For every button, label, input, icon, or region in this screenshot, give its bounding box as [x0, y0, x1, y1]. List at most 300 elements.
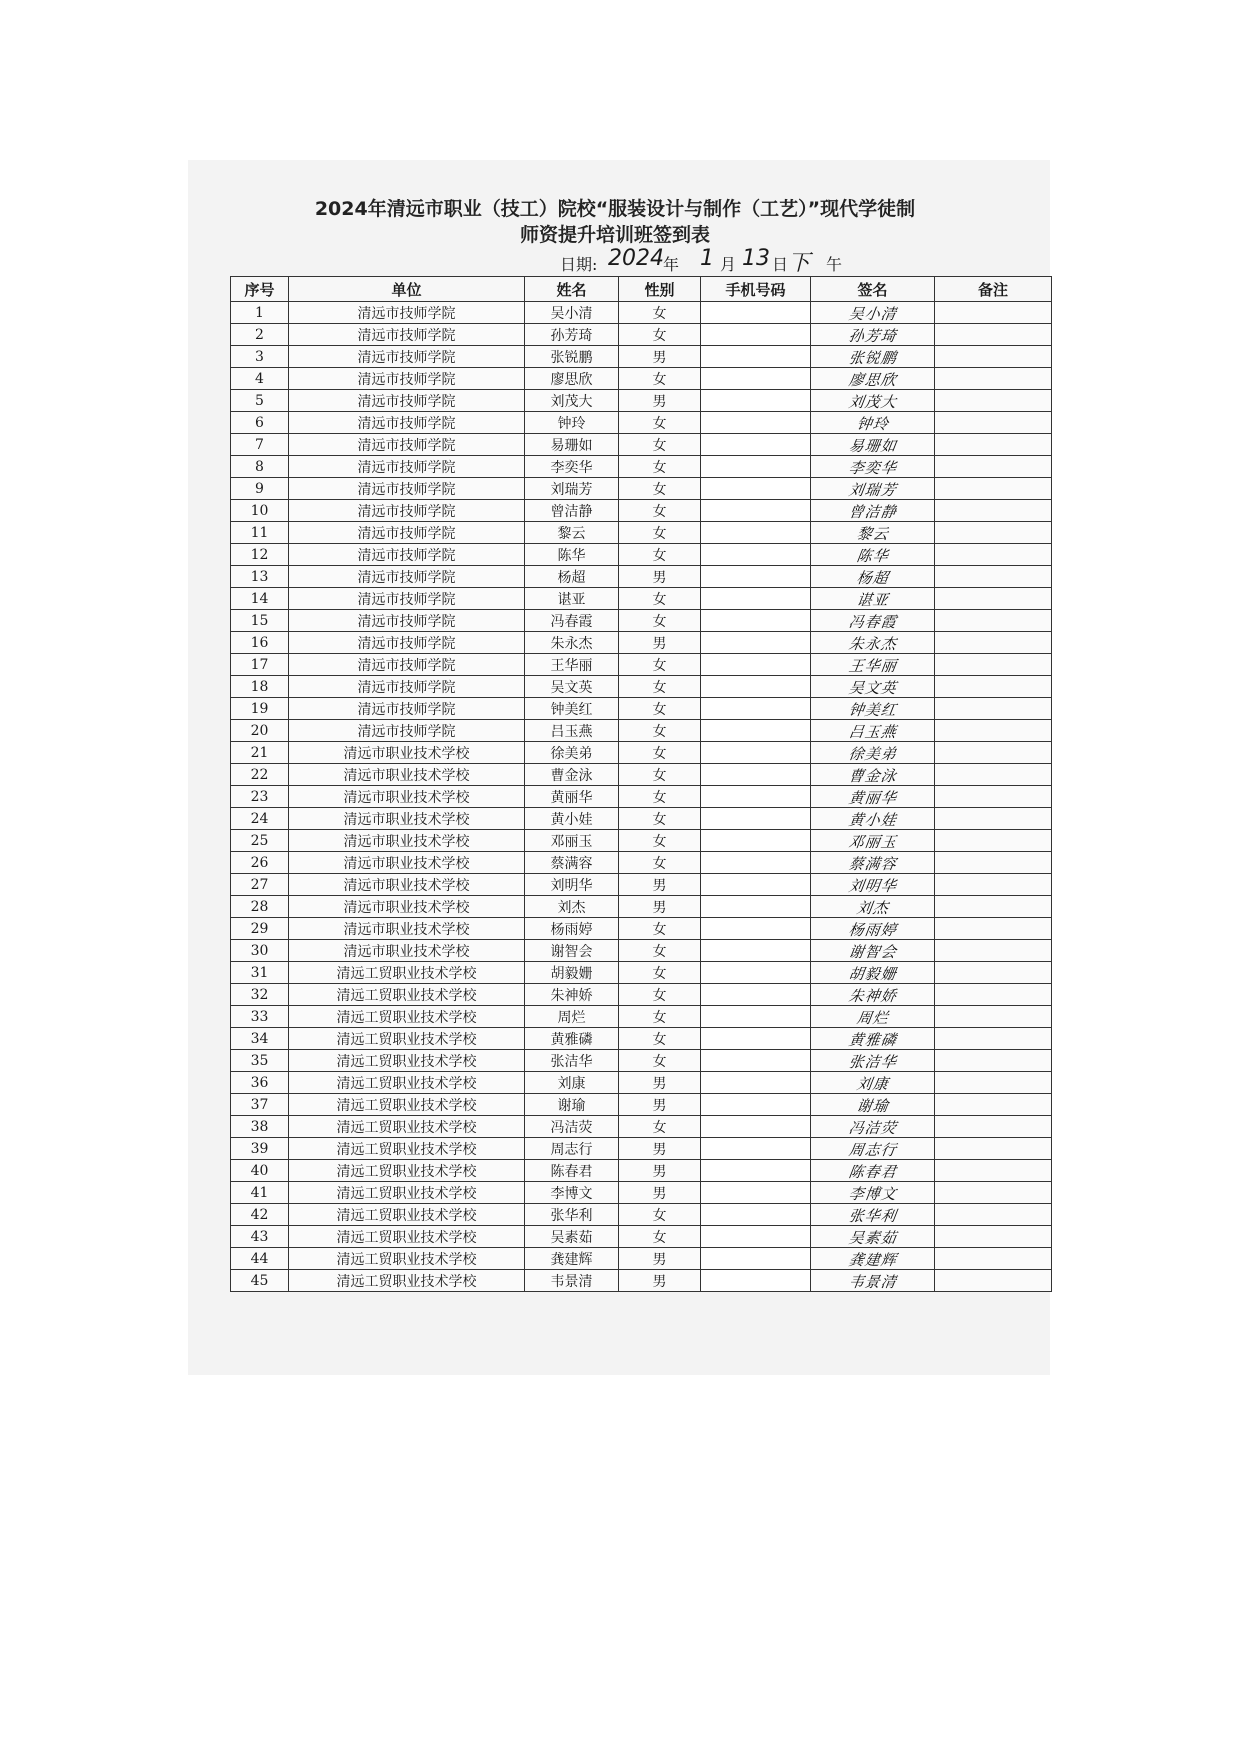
- row-name: 刘瑞芳: [525, 478, 619, 500]
- row-name: 谢智会: [525, 940, 619, 962]
- row-phone-redacted: [701, 1050, 811, 1072]
- row-name: 曹金泳: [525, 764, 619, 786]
- row-no: 34: [231, 1028, 289, 1050]
- date-day-unit: 日: [772, 255, 789, 274]
- row-no: 19: [231, 698, 289, 720]
- row-remarks: [935, 896, 1052, 918]
- row-gender: 男: [619, 874, 701, 896]
- row-gender: 女: [619, 500, 701, 522]
- row-signature: 吴素茹: [809, 1226, 936, 1248]
- row-no: 35: [231, 1050, 289, 1072]
- row-no: 42: [231, 1204, 289, 1226]
- row-phone-redacted: [701, 566, 811, 588]
- row-unit: 清远工贸职业技术学校: [289, 1094, 525, 1116]
- row-signature: 刘瑞芳: [809, 478, 936, 500]
- row-gender: 女: [619, 544, 701, 566]
- row-signature: 杨超: [809, 566, 936, 588]
- header-remarks: 备注: [935, 277, 1052, 302]
- row-remarks: [935, 456, 1052, 478]
- header-name: 姓名: [525, 277, 619, 302]
- table-row: [231, 1006, 1052, 1028]
- row-gender: 女: [619, 940, 701, 962]
- row-phone-redacted: [701, 522, 811, 544]
- row-remarks: [935, 434, 1052, 456]
- row-signature: 龚建辉: [809, 1248, 936, 1270]
- row-unit: 清远市技师学院: [289, 346, 525, 368]
- row-unit: 清远工贸职业技术学校: [289, 984, 525, 1006]
- row-gender: 女: [619, 830, 701, 852]
- table-row: [231, 808, 1052, 830]
- row-no: 15: [231, 610, 289, 632]
- row-no: 39: [231, 1138, 289, 1160]
- row-name: 刘康: [525, 1072, 619, 1094]
- row-unit: 清远市职业技术学校: [289, 852, 525, 874]
- date-year-handwritten: 2024: [608, 246, 664, 271]
- table-row: [231, 500, 1052, 522]
- table-row: [231, 1094, 1052, 1116]
- row-remarks: [935, 522, 1052, 544]
- row-phone-redacted: [701, 940, 811, 962]
- row-gender: 男: [619, 632, 701, 654]
- row-phone-redacted: [701, 1094, 811, 1116]
- row-unit: 清远市技师学院: [289, 368, 525, 390]
- row-gender: 女: [619, 1116, 701, 1138]
- row-name: 吴素茹: [525, 1226, 619, 1248]
- row-gender: 女: [619, 1006, 701, 1028]
- row-name: 曾洁静: [525, 500, 619, 522]
- table-row: [231, 742, 1052, 764]
- row-remarks: [935, 346, 1052, 368]
- row-phone-redacted: [701, 786, 811, 808]
- row-remarks: [935, 764, 1052, 786]
- row-unit: 清远市职业技术学校: [289, 896, 525, 918]
- row-gender: 男: [619, 1072, 701, 1094]
- row-phone-redacted: [701, 1182, 811, 1204]
- row-gender: 男: [619, 566, 701, 588]
- row-phone-redacted: [701, 830, 811, 852]
- table-row: [231, 566, 1052, 588]
- row-unit: 清远市职业技术学校: [289, 742, 525, 764]
- table-row: [231, 1248, 1052, 1270]
- row-phone-redacted: [701, 1204, 811, 1226]
- row-name: 张洁华: [525, 1050, 619, 1072]
- row-name: 廖思欣: [525, 368, 619, 390]
- row-no: 23: [231, 786, 289, 808]
- row-no: 45: [231, 1270, 289, 1292]
- row-remarks: [935, 1072, 1052, 1094]
- row-no: 8: [231, 456, 289, 478]
- row-no: 10: [231, 500, 289, 522]
- row-remarks: [935, 654, 1052, 676]
- table-row: [231, 698, 1052, 720]
- row-signature: 刘康: [809, 1072, 936, 1094]
- row-name: 孙芳琦: [525, 324, 619, 346]
- row-signature: 杨雨婷: [809, 918, 936, 940]
- row-gender: 女: [619, 412, 701, 434]
- row-phone-redacted: [701, 588, 811, 610]
- row-phone-redacted: [701, 478, 811, 500]
- row-gender: 女: [619, 962, 701, 984]
- row-signature: 黄雅磷: [809, 1028, 936, 1050]
- date-day-handwritten: 13: [742, 246, 770, 271]
- table-row: [231, 874, 1052, 896]
- row-name: 朱永杰: [525, 632, 619, 654]
- table-row: [231, 676, 1052, 698]
- row-gender: 女: [619, 654, 701, 676]
- row-unit: 清远工贸职业技术学校: [289, 1226, 525, 1248]
- row-signature: 朱永杰: [809, 632, 936, 654]
- table-row: [231, 456, 1052, 478]
- row-signature: 孙芳琦: [809, 324, 936, 346]
- row-name: 韦景清: [525, 1270, 619, 1292]
- row-no: 36: [231, 1072, 289, 1094]
- row-phone-redacted: [701, 676, 811, 698]
- row-gender: 女: [619, 984, 701, 1006]
- table-row: [231, 896, 1052, 918]
- row-gender: 男: [619, 1182, 701, 1204]
- table-row: [231, 302, 1052, 324]
- table-row: [231, 478, 1052, 500]
- row-gender: 女: [619, 676, 701, 698]
- row-no: 29: [231, 918, 289, 940]
- table-header-row: [231, 277, 1052, 302]
- row-gender: 女: [619, 478, 701, 500]
- row-signature: 胡毅姗: [809, 962, 936, 984]
- row-no: 11: [231, 522, 289, 544]
- table-row: [231, 1204, 1052, 1226]
- header-gender: 性别: [619, 277, 701, 302]
- row-phone-redacted: [701, 1028, 811, 1050]
- row-unit: 清远市职业技术学校: [289, 764, 525, 786]
- row-gender: 女: [619, 720, 701, 742]
- row-unit: 清远市技师学院: [289, 566, 525, 588]
- row-no: 4: [231, 368, 289, 390]
- table-row: [231, 632, 1052, 654]
- row-no: 12: [231, 544, 289, 566]
- row-remarks: [935, 1028, 1052, 1050]
- row-unit: 清远市职业技术学校: [289, 786, 525, 808]
- row-name: 冯洁荧: [525, 1116, 619, 1138]
- header-signature: 签名: [811, 277, 935, 302]
- row-unit: 清远市技师学院: [289, 544, 525, 566]
- row-gender: 女: [619, 522, 701, 544]
- row-name: 李奕华: [525, 456, 619, 478]
- row-no: 1: [231, 302, 289, 324]
- row-signature: 李奕华: [809, 456, 936, 478]
- row-remarks: [935, 610, 1052, 632]
- table-row: [231, 522, 1052, 544]
- row-unit: 清远工贸职业技术学校: [289, 1116, 525, 1138]
- table-row: [231, 918, 1052, 940]
- row-signature: 刘明华: [809, 874, 936, 896]
- row-name: 周烂: [525, 1006, 619, 1028]
- table-row: [231, 786, 1052, 808]
- row-phone-redacted: [701, 610, 811, 632]
- row-no: 20: [231, 720, 289, 742]
- row-name: 黄小娃: [525, 808, 619, 830]
- row-name: 王华丽: [525, 654, 619, 676]
- row-remarks: [935, 720, 1052, 742]
- table-row: [231, 1226, 1052, 1248]
- row-signature: 易珊如: [809, 434, 936, 456]
- row-remarks: [935, 1248, 1052, 1270]
- row-unit: 清远市技师学院: [289, 434, 525, 456]
- row-gender: 女: [619, 698, 701, 720]
- row-remarks: [935, 1138, 1052, 1160]
- row-no: 14: [231, 588, 289, 610]
- row-remarks: [935, 544, 1052, 566]
- row-signature: 冯春霞: [809, 610, 936, 632]
- row-gender: 女: [619, 742, 701, 764]
- row-gender: 女: [619, 852, 701, 874]
- date-label: 日期:: [560, 255, 598, 274]
- row-name: 杨雨婷: [525, 918, 619, 940]
- table-row: [231, 764, 1052, 786]
- row-signature: 冯洁荧: [809, 1116, 936, 1138]
- row-gender: 女: [619, 918, 701, 940]
- row-phone-redacted: [701, 962, 811, 984]
- row-no: 43: [231, 1226, 289, 1248]
- row-remarks: [935, 742, 1052, 764]
- table-row: [231, 412, 1052, 434]
- row-name: 张华利: [525, 1204, 619, 1226]
- row-no: 13: [231, 566, 289, 588]
- row-gender: 女: [619, 1028, 701, 1050]
- row-phone-redacted: [701, 324, 811, 346]
- table-row: [231, 720, 1052, 742]
- row-phone-redacted: [701, 720, 811, 742]
- row-name: 陈华: [525, 544, 619, 566]
- row-gender: 男: [619, 1270, 701, 1292]
- row-gender: 男: [619, 1248, 701, 1270]
- document-title: [250, 196, 980, 248]
- row-gender: 男: [619, 346, 701, 368]
- row-no: 41: [231, 1182, 289, 1204]
- row-signature: 李博文: [809, 1182, 936, 1204]
- table-row: [231, 610, 1052, 632]
- row-phone-redacted: [701, 632, 811, 654]
- date-year-unit: 年: [663, 255, 680, 274]
- row-phone-redacted: [701, 1006, 811, 1028]
- table-row: [231, 434, 1052, 456]
- table-row: [231, 1116, 1052, 1138]
- date-month-unit: 月: [720, 255, 737, 274]
- row-unit: 清远市职业技术学校: [289, 918, 525, 940]
- row-gender: 女: [619, 764, 701, 786]
- row-name: 吴文英: [525, 676, 619, 698]
- row-phone-redacted: [701, 1116, 811, 1138]
- row-unit: 清远市技师学院: [289, 302, 525, 324]
- row-remarks: [935, 632, 1052, 654]
- row-unit: 清远市职业技术学校: [289, 874, 525, 896]
- row-unit: 清远市技师学院: [289, 478, 525, 500]
- table-row: [231, 1182, 1052, 1204]
- row-name: 刘明华: [525, 874, 619, 896]
- row-phone-redacted: [701, 434, 811, 456]
- row-remarks: [935, 1006, 1052, 1028]
- row-no: 25: [231, 830, 289, 852]
- row-no: 22: [231, 764, 289, 786]
- row-no: 37: [231, 1094, 289, 1116]
- row-name: 邓丽玉: [525, 830, 619, 852]
- row-gender: 女: [619, 808, 701, 830]
- table-row: [231, 1050, 1052, 1072]
- row-unit: 清远工贸职业技术学校: [289, 1006, 525, 1028]
- row-unit: 清远工贸职业技术学校: [289, 1028, 525, 1050]
- table-row: [231, 962, 1052, 984]
- row-signature: 陈华: [809, 544, 936, 566]
- table-row: [231, 588, 1052, 610]
- row-unit: 清远市职业技术学校: [289, 940, 525, 962]
- row-phone-redacted: [701, 742, 811, 764]
- row-name: 周志行: [525, 1138, 619, 1160]
- row-phone-redacted: [701, 1248, 811, 1270]
- row-signature: 周志行: [809, 1138, 936, 1160]
- row-signature: 刘杰: [809, 896, 936, 918]
- date-row: [560, 246, 860, 278]
- row-remarks: [935, 368, 1052, 390]
- row-signature: 曾洁静: [809, 500, 936, 522]
- row-remarks: [935, 1226, 1052, 1248]
- table-row: [231, 852, 1052, 874]
- date-ampm-unit: 午: [826, 255, 843, 274]
- row-no: 26: [231, 852, 289, 874]
- row-no: 30: [231, 940, 289, 962]
- row-remarks: [935, 1050, 1052, 1072]
- row-no: 17: [231, 654, 289, 676]
- header-unit: 单位: [289, 277, 525, 302]
- row-no: 5: [231, 390, 289, 412]
- row-no: 9: [231, 478, 289, 500]
- row-name: 陈春君: [525, 1160, 619, 1182]
- row-name: 杨超: [525, 566, 619, 588]
- row-remarks: [935, 566, 1052, 588]
- row-name: 张锐鹏: [525, 346, 619, 368]
- row-phone-redacted: [701, 698, 811, 720]
- row-no: 2: [231, 324, 289, 346]
- row-unit: 清远市技师学院: [289, 456, 525, 478]
- row-unit: 清远市技师学院: [289, 698, 525, 720]
- header-phone: 手机号码: [701, 277, 811, 302]
- row-gender: 男: [619, 1094, 701, 1116]
- row-remarks: [935, 412, 1052, 434]
- row-remarks: [935, 324, 1052, 346]
- table-row: [231, 390, 1052, 412]
- row-signature: 钟玲: [809, 412, 936, 434]
- row-unit: 清远市技师学院: [289, 610, 525, 632]
- row-name: 黄丽华: [525, 786, 619, 808]
- row-gender: 女: [619, 456, 701, 478]
- row-remarks: [935, 500, 1052, 522]
- row-name: 钟玲: [525, 412, 619, 434]
- row-unit: 清远工贸职业技术学校: [289, 1138, 525, 1160]
- table-row: [231, 368, 1052, 390]
- table-row: [231, 1028, 1052, 1050]
- row-remarks: [935, 302, 1052, 324]
- row-name: 徐美弟: [525, 742, 619, 764]
- row-unit: 清远市技师学院: [289, 522, 525, 544]
- row-remarks: [935, 390, 1052, 412]
- row-no: 38: [231, 1116, 289, 1138]
- row-signature: 黄丽华: [809, 786, 936, 808]
- row-gender: 女: [619, 368, 701, 390]
- row-no: 24: [231, 808, 289, 830]
- row-gender: 女: [619, 302, 701, 324]
- row-remarks: [935, 918, 1052, 940]
- row-gender: 女: [619, 588, 701, 610]
- row-no: 7: [231, 434, 289, 456]
- row-phone-redacted: [701, 1072, 811, 1094]
- row-remarks: [935, 478, 1052, 500]
- row-phone-redacted: [701, 456, 811, 478]
- row-unit: 清远工贸职业技术学校: [289, 1160, 525, 1182]
- row-unit: 清远市技师学院: [289, 324, 525, 346]
- row-gender: 女: [619, 1204, 701, 1226]
- row-phone-redacted: [701, 918, 811, 940]
- row-gender: 女: [619, 1050, 701, 1072]
- row-gender: 女: [619, 324, 701, 346]
- row-gender: 男: [619, 1138, 701, 1160]
- row-no: 6: [231, 412, 289, 434]
- row-no: 31: [231, 962, 289, 984]
- row-name: 吴小清: [525, 302, 619, 324]
- row-unit: 清远市技师学院: [289, 500, 525, 522]
- row-remarks: [935, 940, 1052, 962]
- row-signature: 黎云: [809, 522, 936, 544]
- row-gender: 男: [619, 896, 701, 918]
- row-no: 18: [231, 676, 289, 698]
- row-name: 刘杰: [525, 896, 619, 918]
- sign-in-table: [230, 276, 1052, 1292]
- row-phone-redacted: [701, 984, 811, 1006]
- row-no: 27: [231, 874, 289, 896]
- row-name: 刘茂大: [525, 390, 619, 412]
- row-phone-redacted: [701, 764, 811, 786]
- row-gender: 男: [619, 1160, 701, 1182]
- title-line-1: 2024年清远市职业（技工）院校“服装设计与制作（工艺）”现代学徒制: [314, 198, 916, 220]
- row-name: 冯春霞: [525, 610, 619, 632]
- row-signature: 吴小清: [809, 302, 936, 324]
- row-phone-redacted: [701, 500, 811, 522]
- row-unit: 清远工贸职业技术学校: [289, 1072, 525, 1094]
- table-row: [231, 940, 1052, 962]
- row-unit: 清远工贸职业技术学校: [289, 1204, 525, 1226]
- row-remarks: [935, 786, 1052, 808]
- row-unit: 清远市技师学院: [289, 412, 525, 434]
- table-row: [231, 1160, 1052, 1182]
- table-row: [231, 1270, 1052, 1292]
- row-signature: 蔡满容: [809, 852, 936, 874]
- row-no: 32: [231, 984, 289, 1006]
- row-signature: 陈春君: [809, 1160, 936, 1182]
- row-unit: 清远工贸职业技术学校: [289, 962, 525, 984]
- row-signature: 张华利: [809, 1204, 936, 1226]
- row-phone-redacted: [701, 390, 811, 412]
- row-unit: 清远市技师学院: [289, 676, 525, 698]
- row-no: 28: [231, 896, 289, 918]
- row-signature: 刘茂大: [809, 390, 936, 412]
- row-remarks: [935, 830, 1052, 852]
- row-unit: 清远工贸职业技术学校: [289, 1270, 525, 1292]
- row-remarks: [935, 852, 1052, 874]
- row-signature: 徐美弟: [809, 742, 936, 764]
- row-remarks: [935, 698, 1052, 720]
- row-phone-redacted: [701, 368, 811, 390]
- row-unit: 清远市技师学院: [289, 632, 525, 654]
- row-phone-redacted: [701, 808, 811, 830]
- row-phone-redacted: [701, 852, 811, 874]
- row-no: 44: [231, 1248, 289, 1270]
